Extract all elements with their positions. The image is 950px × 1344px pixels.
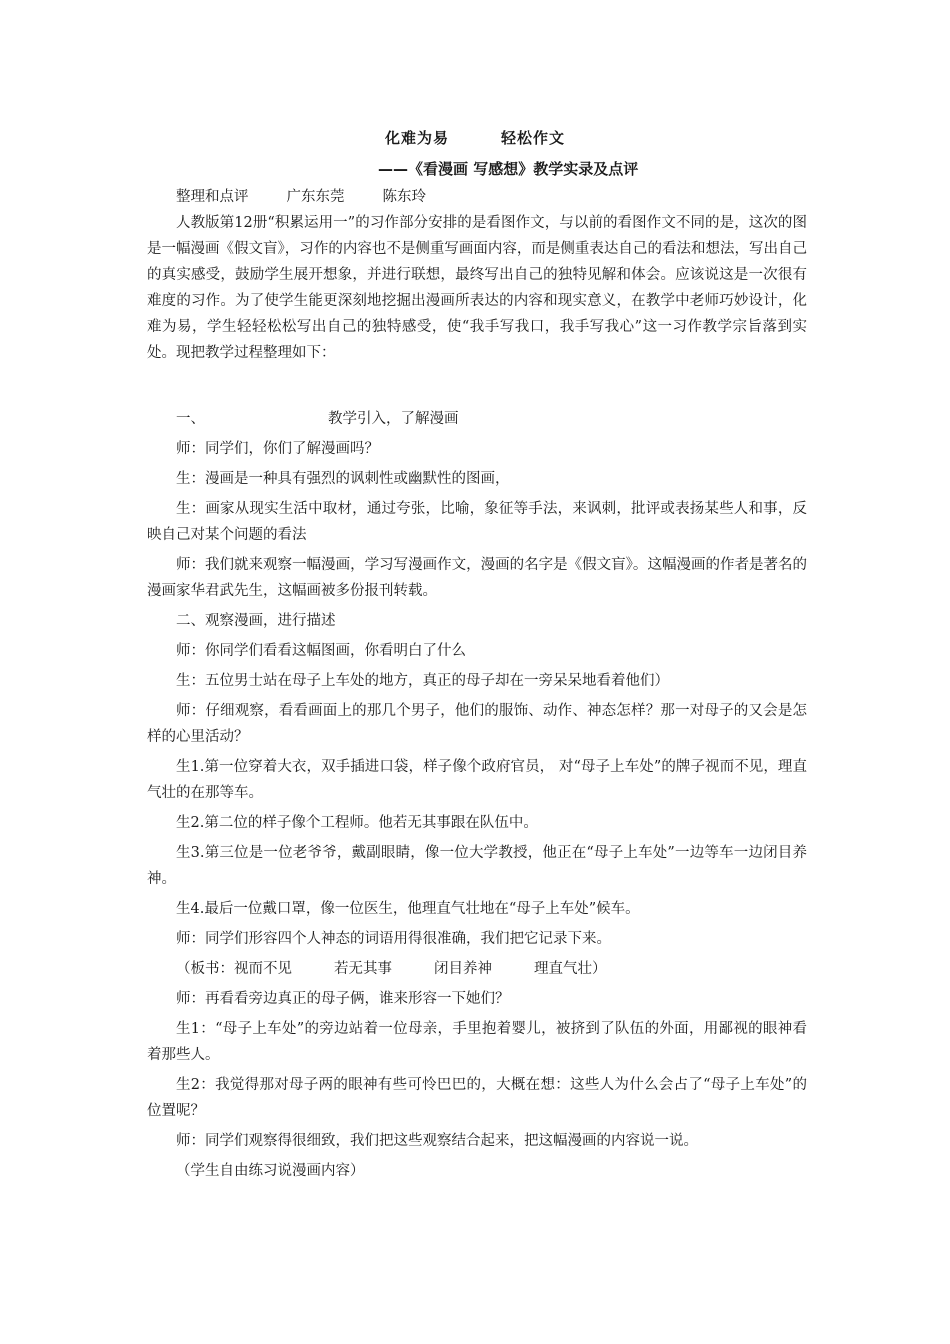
document-title <box>0 127 950 148</box>
paragraph: 生：漫画是一种具有强烈的讽刺性或幽默性的图画， <box>176 471 510 487</box>
byline <box>147 184 807 210</box>
board-word: 闭目养神 <box>434 961 492 977</box>
paragraph: 师：我们就来观察一幅漫画，学习写漫画作文，漫画的名字是《假文盲》。这幅漫画的作者是著名的漫画家华君武先生，这幅画被多份报刊转载。 <box>147 557 807 599</box>
paragraph: 生4.最后一位戴口罩，像一位医生，他理直气壮地在“母子上车处”候车。 <box>176 901 640 917</box>
title-right: 轻松作文 <box>501 129 566 147</box>
paragraph: 生1：“母子上车处”的旁边站着一位母亲，手里抱着婴儿，被挤到了队伍的外面，用鄙视的眼神看着那些人。 <box>147 1021 807 1063</box>
paragraph: 生：五位男士站在母子上车处的地方，真正的母子却在一旁呆呆地看着他们） <box>176 673 669 689</box>
document-subtitle: ——《看漫画 写感想》教学实录及点评 <box>378 160 639 178</box>
section-heading-2: 二、观察漫画，进行描述 <box>176 613 336 629</box>
paragraph: 师：同学们形容四个人神态的词语用得很准确，我们把它记录下来。 <box>176 931 611 947</box>
byline-role: 整理和点评 <box>176 189 249 205</box>
paragraph: 生1.第一位穿着大衣，双手插进口袋，样子像个政府官员， 对“母子上车处”的牌子视而不见，理直气壮的在那等车。 <box>147 759 807 801</box>
board-notes <box>147 956 807 982</box>
section-heading-1 <box>147 406 807 432</box>
paragraph: 生：画家从现实生活中取材，通过夸张，比喻，象征等手法，来讽刺，批评或表扬某些人和事，反映自己对某个问题的看法 <box>147 501 807 543</box>
document-body <box>147 184 807 1184</box>
board-word: 若无其事 <box>334 961 392 977</box>
section-heading-text: 教学引入，了解漫画 <box>328 411 459 427</box>
paragraph: 生2.第二位的样子像个工程师。他若无其事跟在队伍中。 <box>176 815 538 831</box>
paragraph: 师：你同学们看看这幅图画，你看明白了什么 <box>176 643 466 659</box>
board-open: （板书：视而不见 <box>176 961 292 977</box>
paragraph: 师：同学们，你们了解漫画吗？ <box>176 441 379 457</box>
paragraph: 师：仔细观察，看看画面上的那几个男子，他们的服饰、动作、神态怎样？那一对母子的又会是怎样的心里活动？ <box>147 703 807 745</box>
paragraph: 师：同学们观察得很细致，我们把这些观察结合起来，把这幅漫画的内容说一说。 <box>176 1133 698 1149</box>
paragraph: 生3.第三位是一位老爷爷，戴副眼睛，像一位大学教授，他正在“母子上车处”一边等车一边闭目养神。 <box>147 845 807 887</box>
byline-place: 广东东莞 <box>286 189 345 205</box>
title-left: 化难为易 <box>384 129 449 147</box>
intro-paragraph: 人教版第12册“积累运用一”的习作部分安排的是看图作文，与以前的看图作文不同的是，这次的图是一幅漫画《假文盲》，习作的内容也不是侧重写画面内容，而是侧重表达自己的看法和想法，写出自己的真实感受，鼓励学生展开想象，并进行联想，最终写出自己的独特见解和体会。应该说这是一次很有难度的习作。为了使学生能更深刻地挖掘出漫画所表达的内容和现实意义，在教学中老师巧妙设计，化难为易，学生轻轻松松写出自己的独特感受，使“我手写我口，我手写我心”这一习作教学宗旨落到实处。现把教学过程整理如下： <box>147 215 807 361</box>
paragraph: （学生自由练习说漫画内容） <box>176 1163 365 1179</box>
paragraph: 生2：我觉得那对母子两的眼神有些可怜巴巴的，大概在想：这些人为什么会占了“母子上车处”的位置呢？ <box>147 1077 807 1119</box>
byline-name: 陈东玲 <box>382 189 426 205</box>
section-number: 一、 <box>176 411 205 427</box>
board-word: 理直气壮） <box>534 961 607 977</box>
paragraph: 师：再看看旁边真正的母子俩，谁来形容一下她们？ <box>176 991 510 1007</box>
